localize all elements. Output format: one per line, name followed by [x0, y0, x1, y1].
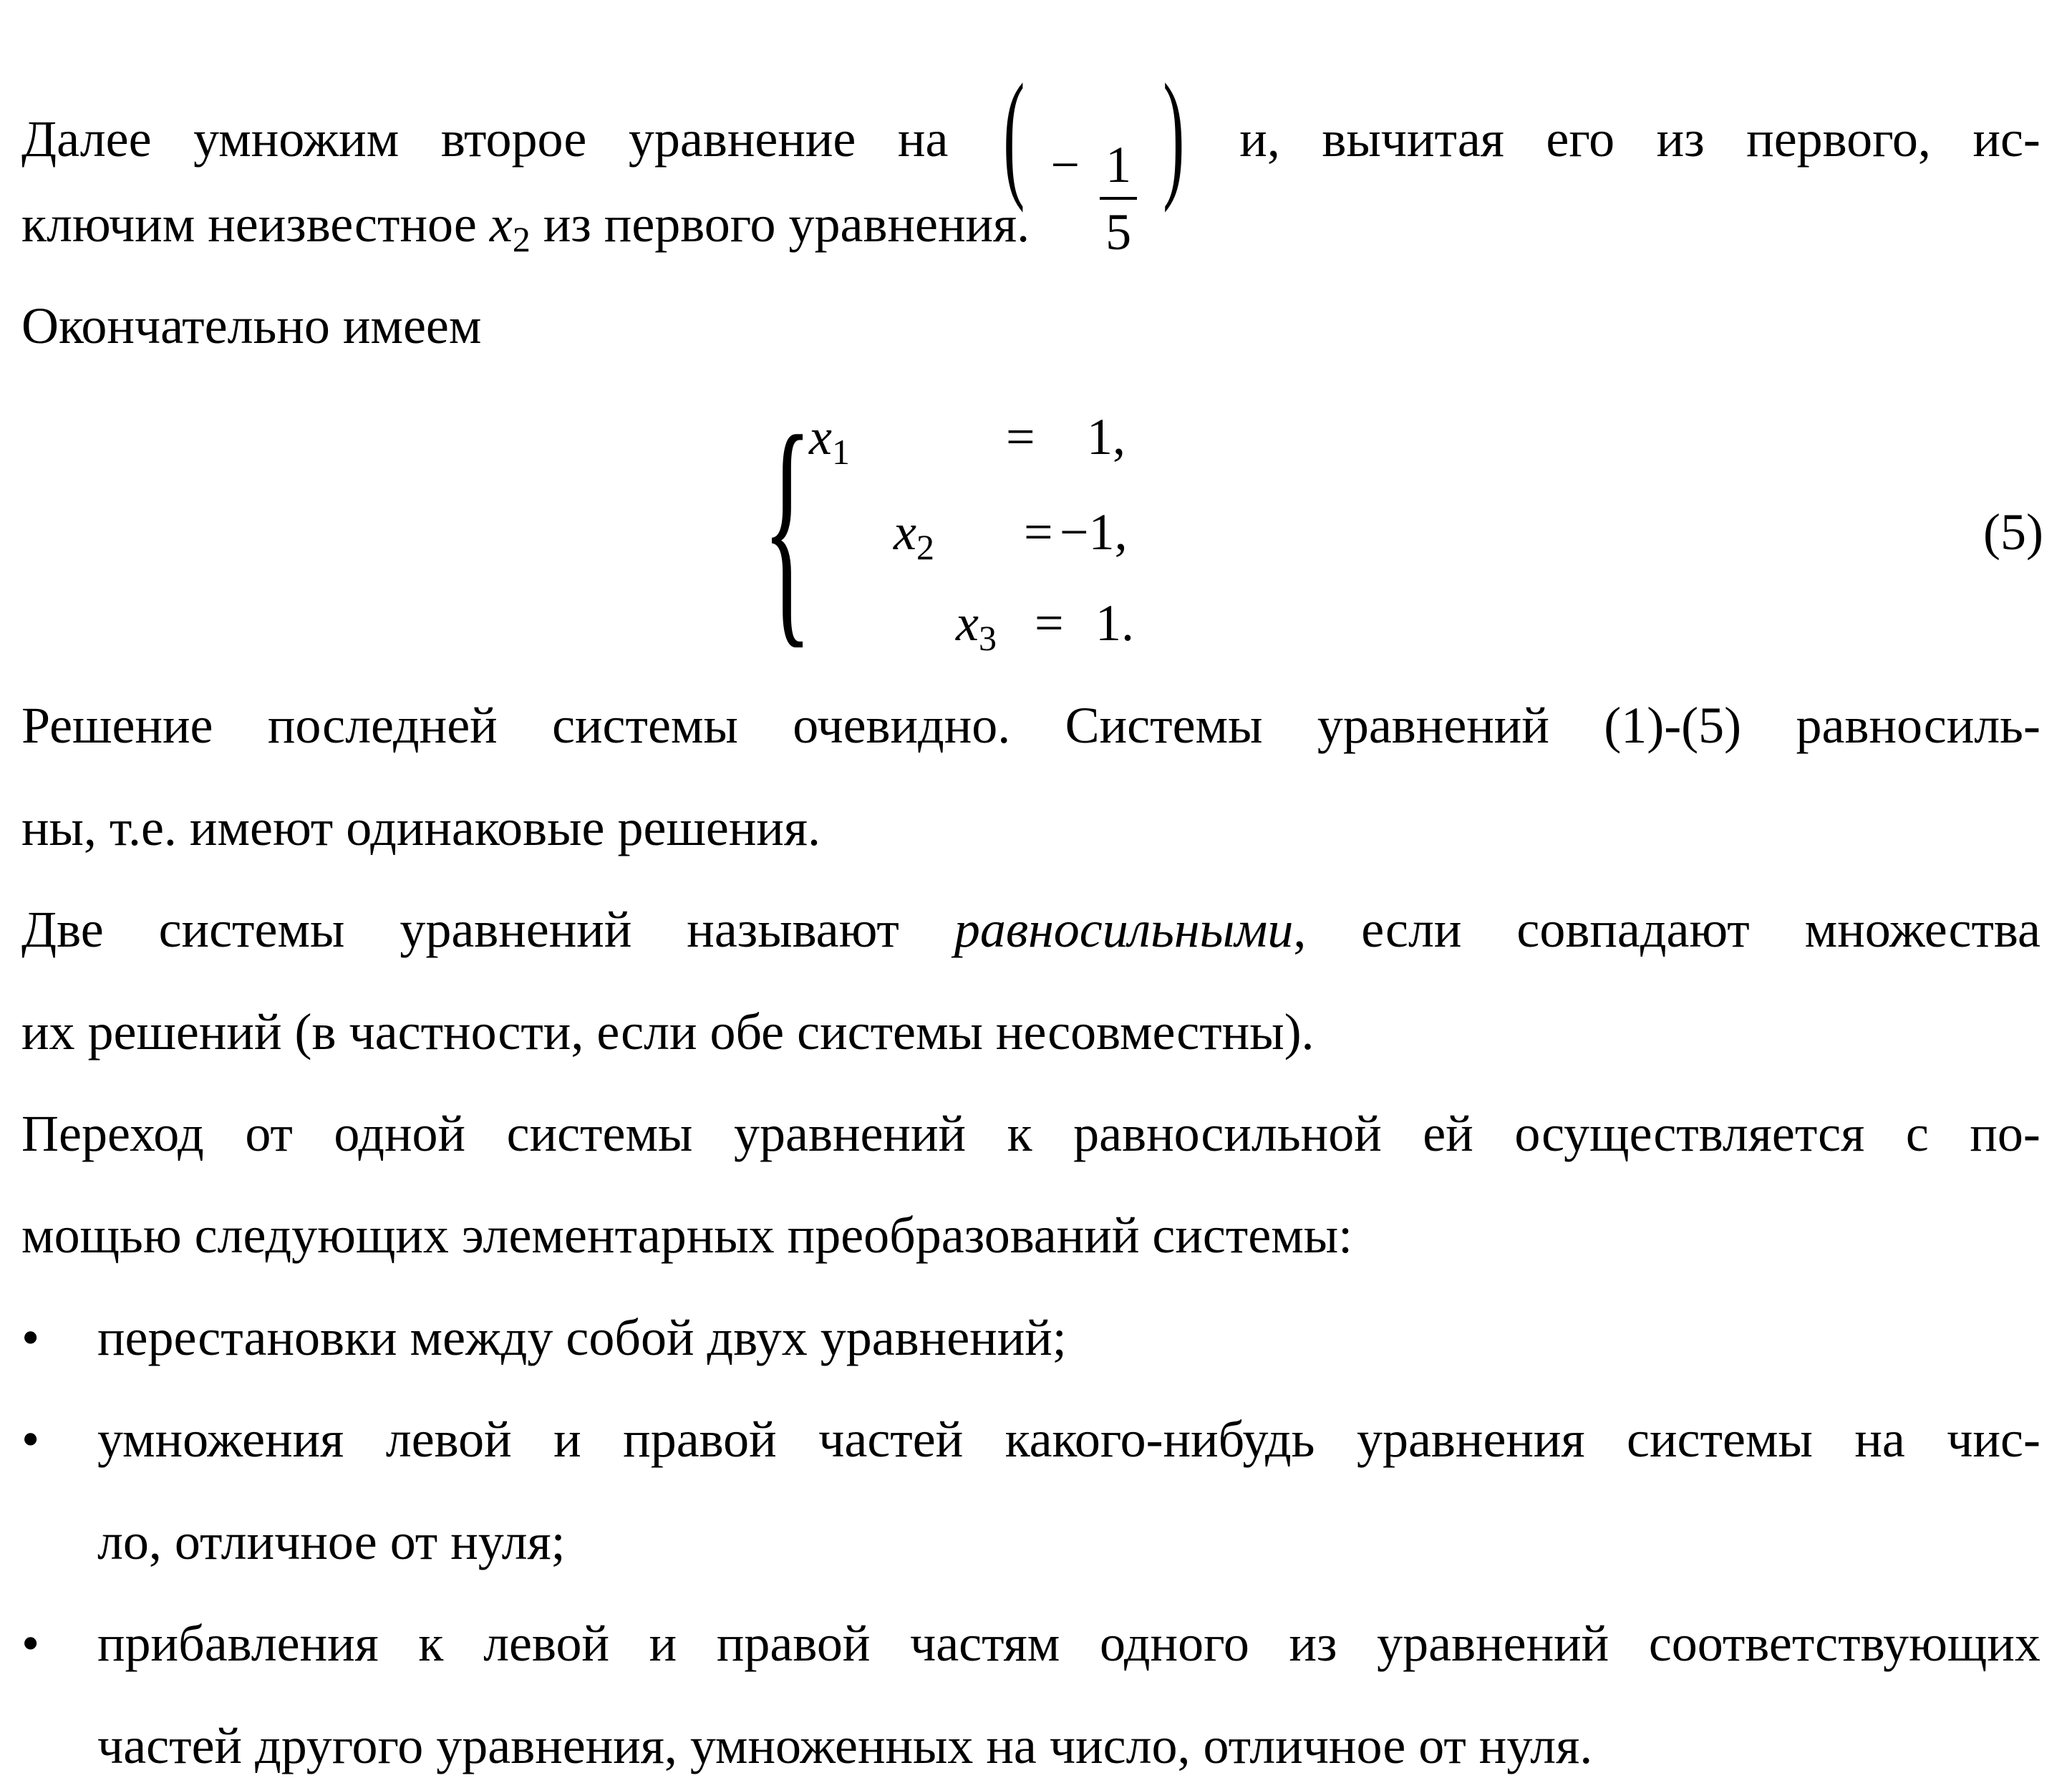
word: равносильной	[1073, 1105, 1382, 1162]
word: уравнение	[628, 110, 856, 168]
word: (1)-(5)	[1604, 697, 1742, 754]
word: одной	[334, 1105, 466, 1162]
list-item-2-line2: ло, отличное от нуля;	[97, 1513, 566, 1570]
word: соответствующих	[1648, 1615, 2040, 1672]
word: чис-	[1947, 1411, 2040, 1468]
equation-number: (5)	[1983, 503, 2043, 561]
text: ключим неизвестное	[21, 195, 490, 253]
word: ей	[1423, 1105, 1473, 1162]
word: умножим	[193, 110, 400, 168]
word: Переход	[21, 1105, 204, 1162]
variable: x	[894, 503, 916, 561]
word: правой	[716, 1615, 871, 1672]
word: осуществляется	[1514, 1105, 1865, 1162]
word: системы	[158, 901, 345, 958]
word: ис-	[1972, 110, 2040, 168]
word: называют	[687, 901, 899, 958]
subscript: 1	[831, 432, 850, 472]
emphasis-term	[954, 897, 1307, 962]
word: системы	[506, 1105, 693, 1162]
word: его	[1546, 110, 1615, 168]
word: по-	[1970, 1105, 2040, 1162]
system-row1-rhs: 1,	[1087, 408, 1125, 465]
minus-sign: −	[1050, 136, 1080, 193]
word: с	[1905, 1105, 1929, 1162]
word: совпадают	[1516, 901, 1750, 958]
word: из	[1289, 1615, 1337, 1672]
para4-line2: их решений (в частности, если обе системы несовместны).	[21, 1003, 1315, 1060]
word: множества	[1804, 901, 2040, 958]
bullet-icon: •	[21, 1309, 40, 1366]
system-row2-lhs	[894, 500, 934, 567]
word: уравнений	[733, 1105, 967, 1162]
word: левой	[385, 1411, 512, 1468]
word: если	[1361, 901, 1462, 958]
para3-line2: ны, т.е. имеют одинаковые решения.	[21, 799, 821, 856]
word: к	[418, 1615, 444, 1672]
list-item-3-line2: частей другого уравнения, умноженных на число, отличное от нуля.	[97, 1717, 1593, 1774]
word: левой	[483, 1615, 609, 1672]
word: правой	[623, 1411, 777, 1468]
word: одного	[1100, 1615, 1249, 1672]
word: прибавления	[97, 1615, 379, 1672]
para2-line: Окончательно имеем	[21, 297, 482, 354]
system-row3-rhs: 1.	[1095, 594, 1134, 652]
word: вычитая	[1322, 110, 1504, 168]
word: и	[553, 1411, 581, 1468]
list-item-2-line1	[97, 1407, 2040, 1472]
word: на	[897, 110, 949, 168]
word: из	[1656, 110, 1705, 168]
word: Две	[21, 901, 104, 958]
word: системы	[1627, 1411, 1813, 1468]
system-row3-lhs	[956, 591, 997, 658]
word: частям	[910, 1615, 1060, 1672]
word: и	[649, 1615, 677, 1672]
subscript: 2	[916, 527, 934, 567]
word: частей	[818, 1411, 964, 1468]
word: системы	[552, 697, 738, 754]
word: умножения	[97, 1411, 344, 1468]
system-row2-rhs: −1,	[1060, 503, 1128, 561]
word: Решение	[21, 697, 213, 754]
word: уравнений	[1317, 697, 1549, 754]
word: уравнения	[1356, 1411, 1585, 1468]
para3-line1	[21, 693, 2040, 758]
left-brace: {	[763, 383, 813, 669]
para5-line1	[21, 1101, 2040, 1166]
word: от	[245, 1105, 293, 1162]
word: равносиль-	[1796, 697, 2040, 754]
fraction-denominator: 5	[1105, 203, 1132, 261]
list-item-1: перестановки между собой двух уравнений;	[97, 1309, 1067, 1366]
word: Далее	[21, 110, 152, 168]
variable: x	[956, 594, 979, 652]
word: на	[1854, 1411, 1905, 1468]
word: Системы	[1065, 697, 1263, 754]
subscript: 3	[978, 618, 997, 658]
system-row3-eq: =	[1035, 594, 1064, 652]
italic-word: равносильными	[954, 901, 1294, 958]
subscript: 2	[512, 219, 531, 259]
left-paren: (	[1003, 55, 1025, 213]
para1-line2	[21, 192, 2040, 259]
system-row1-eq: =	[1006, 408, 1035, 465]
word: уравнений	[400, 901, 632, 958]
variable: x	[809, 408, 832, 465]
bullet-icon: •	[21, 1411, 40, 1468]
word: последней	[267, 697, 498, 754]
para5-line2: мощью следующих элементарных преобразований системы:	[21, 1207, 1353, 1264]
right-paren: )	[1163, 55, 1185, 213]
word: очевидно.	[793, 697, 1011, 754]
word: какого-нибудь	[1004, 1411, 1315, 1468]
list-item-3-line1	[97, 1611, 2040, 1676]
word: уравнений	[1377, 1615, 1609, 1672]
word: и,	[1239, 110, 1280, 168]
fraction-numerator: 1	[1100, 135, 1137, 200]
variable: x	[489, 195, 513, 253]
word: первого,	[1746, 110, 1931, 168]
system-row2-eq: =	[1024, 503, 1053, 561]
para4-line1	[21, 897, 2040, 962]
text: из первого уравнения.	[530, 195, 1030, 253]
word: к	[1007, 1105, 1032, 1162]
system-row1-lhs	[809, 405, 850, 472]
bullet-icon: •	[21, 1615, 40, 1672]
word: второе	[440, 110, 587, 168]
comma: ,	[1293, 901, 1307, 958]
